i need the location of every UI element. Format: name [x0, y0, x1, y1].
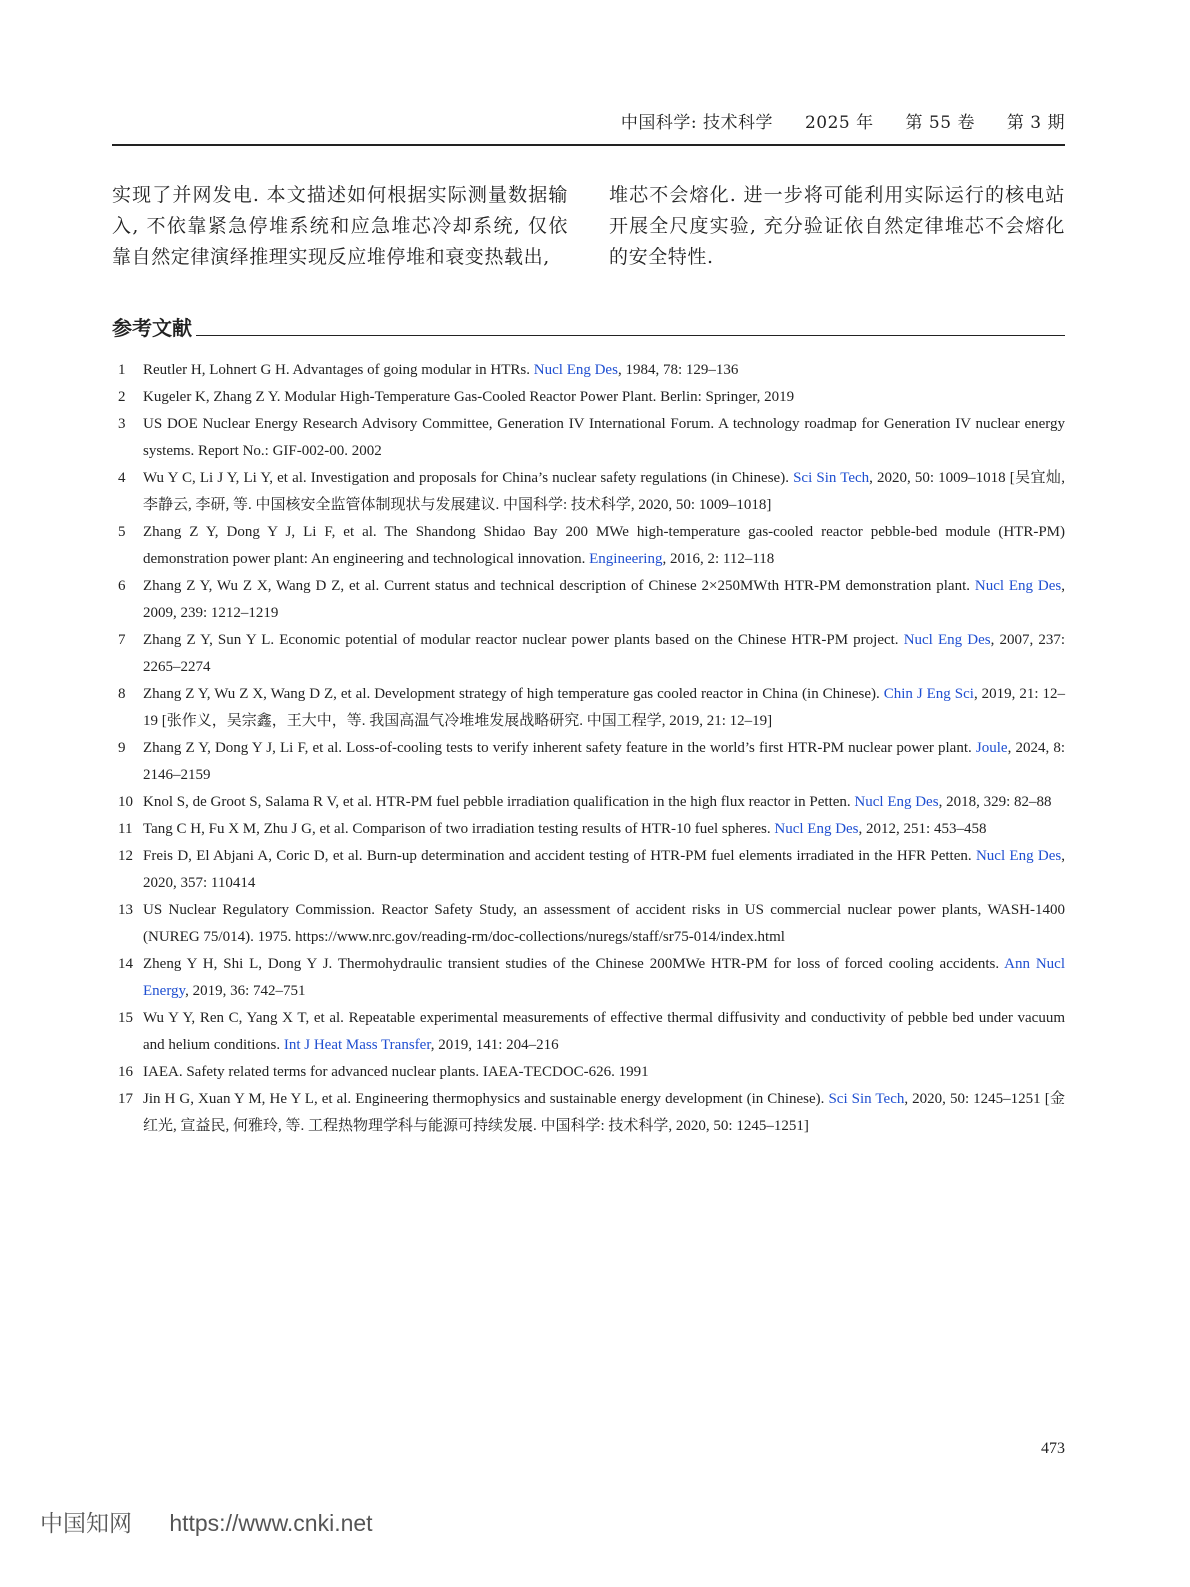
- reference-citation: Zhang Z Y, Dong Y J, Li F, et al. Loss-of-cooling tests to verify inherent safety feature in the world’s first HTR-PM nuclear power plant.: [143, 740, 976, 756]
- reference-citation: IAEA. Safety related terms for advanced nuclear plants. IAEA-TECDOC-626. 1991: [143, 1064, 649, 1080]
- reference-details: , 2019, 21: 12–19 [张作义，吴宗鑫，王大中，等. 我国高温气冷堆堆发展战略研究. 中国工程学, 2019, 21: 12–19]: [143, 686, 1065, 729]
- reference-journal-link[interactable]: Engineering: [589, 551, 663, 567]
- reference-journal-link[interactable]: Sci Sin Tech: [793, 470, 870, 486]
- reference-number: 11: [118, 821, 133, 837]
- reference-number: 13: [118, 902, 133, 918]
- reference-number: 14: [118, 956, 133, 972]
- reference-item: [112, 789, 1065, 816]
- references-title: 参考文献: [112, 316, 192, 340]
- body-right-column: 堆芯不会熔化. 进一步将可能利用实际运行的核电站开展全尺度实验, 充分验证依自然定律堆芯不会熔化的安全特性.: [609, 184, 1065, 268]
- reference-text: [143, 816, 1065, 843]
- reference-number: 16: [118, 1064, 133, 1080]
- reference-item: [112, 843, 1065, 897]
- reference-journal-link[interactable]: Ann Nucl Energy: [143, 956, 1066, 999]
- reference-number: 2: [118, 389, 126, 405]
- reference-citation: Zhang Z Y, Sun Y L. Economic potential of modular reactor nuclear power plants based on the Chinese HTR-PM project.: [143, 632, 904, 648]
- reference-citation: US DOE Nuclear Energy Research Advisory Committee, Generation IV International Forum. A technology roadmap for Generation IV nuclear energy systems. Report No.: GIF-002-00. 2002: [143, 416, 1065, 459]
- reference-journal-link[interactable]: Nucl Eng Des: [903, 632, 991, 648]
- reference-item: [112, 897, 1065, 951]
- reference-text: [143, 1059, 1065, 1086]
- reference-citation: Zhang Z Y, Wu Z X, Wang D Z, et al. Current status and technical description of Chinese 2×250MWth HTR-PM demonstration plant.: [143, 578, 975, 594]
- reference-citation: Zhang Z Y, Dong Y J, Li F, et al. The Shandong Shidao Bay 200 MWe high-temperature gas-cooled reactor pebble-bed module (HTR-PM) demonstration power plant: An engineering and technological innovation.: [143, 524, 1065, 567]
- reference-details: , 2024, 8: 2146–2159: [143, 740, 1065, 783]
- journal-issue: 第 3 期: [1006, 113, 1065, 133]
- reference-details: , 2016, 2: 112–118: [662, 551, 775, 567]
- reference-list: [112, 357, 1065, 1140]
- body-text: [112, 180, 1065, 273]
- reference-citation: Jin H G, Xuan Y M, He Y L, et al. Engineering thermophysics and sustainable energy development (in Chinese).: [143, 1091, 829, 1107]
- references-rule: [196, 335, 1065, 336]
- reference-details: , 2020, 50: 1009–1018 [吴宜灿, 李静云, 李研, 等. 中国核安全监管体制现状与发展建议. 中国科学: 技术科学, 2020, 50: 1009–1018]: [143, 470, 1065, 513]
- cnki-logo-text: 中国知网: [40, 1511, 132, 1537]
- reference-citation: Zheng Y H, Shi L, Dong Y J. Thermohydraulic transient studies of the Chinese 200MWe HTR-PM for loss of forced cooling accidents.: [143, 956, 1005, 972]
- reference-number: 12: [118, 848, 133, 864]
- reference-text: [143, 357, 1065, 384]
- reference-details: , 2019, 36: 742–751: [185, 983, 306, 999]
- reference-text: [143, 573, 1065, 627]
- reference-item: [112, 1005, 1065, 1059]
- cnki-url[interactable]: https://www.cnki.net: [169, 1510, 373, 1536]
- reference-item: [112, 627, 1065, 681]
- body-left-column: 实现了并网发电. 本文描述如何根据实际测量数据输入, 不依靠紧急停堆系统和应急堆芯冷却系统, 仅依靠自然定律演绎推理实现反应堆停堆和衰变热载出,: [112, 184, 568, 268]
- reference-item: [112, 384, 1065, 411]
- reference-text: [143, 735, 1065, 789]
- reference-journal-link[interactable]: Nucl Eng Des: [975, 848, 1062, 864]
- reference-number: 1: [118, 362, 126, 378]
- journal-name: 中国科学: 技术科学: [620, 113, 774, 133]
- journal-year: 2025 年: [804, 113, 874, 133]
- reference-details: , 2019, 141: 204–216: [430, 1037, 559, 1053]
- reference-citation: Reutler H, Lohnert G H. Advantages of going modular in HTRs.: [143, 362, 534, 378]
- journal-volume: 第 55 卷: [905, 113, 975, 133]
- reference-citation: Freis D, El Abjani A, Coric D, et al. Burn-up determination and accident testing of HTR-PM fuel elements irradiated in the HFR Petten.: [143, 848, 976, 864]
- reference-details: , 2012, 251: 453–458: [858, 821, 987, 837]
- reference-text: [143, 681, 1065, 735]
- reference-text: [143, 951, 1065, 1005]
- reference-item: [112, 1059, 1065, 1086]
- reference-journal-link[interactable]: Nucl Eng Des: [854, 794, 939, 810]
- reference-citation: US Nuclear Regulatory Commission. Reactor Safety Study, an assessment of accident risks in US commercial nuclear power plants, WASH-1400 (NUREG 75/014). 1975. https://www.nrc.gov/reading-rm/doc-collections/nuregs/staff/sr75-014/index.html: [143, 902, 1065, 945]
- reference-number: 6: [118, 578, 126, 594]
- reference-details: , 2020, 50: 1245–1251 [金红光, 宣益民, 何雅玲, 等. 工程热物理学科与能源可持续发展. 中国科学: 技术科学, 2020, 50: 1245–1251]: [143, 1091, 1066, 1134]
- reference-number: 8: [118, 686, 126, 702]
- reference-journal-link[interactable]: Nucl Eng Des: [774, 821, 859, 837]
- reference-text: [143, 519, 1065, 573]
- reference-text: [143, 789, 1065, 816]
- reference-journal-link[interactable]: Sci Sin Tech: [828, 1091, 905, 1107]
- reference-text: [143, 384, 1065, 411]
- reference-details: , 2018, 329: 82–88: [938, 794, 1052, 810]
- reference-item: [112, 681, 1065, 735]
- reference-text: [143, 411, 1065, 465]
- reference-item: [112, 951, 1065, 1005]
- reference-item: [112, 411, 1065, 465]
- reference-item: [112, 519, 1065, 573]
- reference-journal-link[interactable]: Chin J Eng Sci: [883, 686, 974, 702]
- page-number: 473: [1041, 1440, 1065, 1457]
- reference-number: 10: [118, 794, 133, 810]
- reference-details: , 2007, 237: 2265–2274: [143, 632, 1065, 675]
- reference-number: 9: [118, 740, 126, 756]
- references-heading: [112, 313, 1065, 341]
- reference-item: [112, 1086, 1065, 1140]
- reference-number: 7: [118, 632, 126, 648]
- reference-journal-link[interactable]: Joule: [975, 740, 1008, 756]
- reference-citation: Knol S, de Groot S, Salama R V, et al. HTR-PM fuel pebble irradiation qualification in the high flux reactor in Petten.: [143, 794, 855, 810]
- reference-text: [143, 843, 1065, 897]
- reference-journal-link[interactable]: Nucl Eng Des: [533, 362, 618, 378]
- reference-journal-link[interactable]: Int J Heat Mass Transfer: [283, 1037, 431, 1053]
- reference-journal-link[interactable]: Nucl Eng Des: [974, 578, 1062, 594]
- reference-item: [112, 816, 1065, 843]
- reference-text: [143, 465, 1065, 519]
- reference-text: [143, 897, 1065, 951]
- reference-citation: Kugeler K, Zhang Z Y. Modular High-Temperature Gas-Cooled Reactor Power Plant. Berlin: Springer, 2019: [143, 389, 795, 405]
- reference-item: [112, 735, 1065, 789]
- reference-number: 3: [118, 416, 126, 432]
- reference-details: , 1984, 78: 129–136: [617, 362, 739, 378]
- reference-item: [112, 465, 1065, 519]
- reference-citation: Wu Y C, Li J Y, Li Y, et al. Investigation and proposals for China’s nuclear safety regulations (in Chinese).: [143, 470, 794, 486]
- reference-citation: Wu Y Y, Ren C, Yang X T, et al. Repeatable experimental measurements of effective thermal diffusivity and conductivity of pebble bed under vacuum and helium conditions.: [143, 1010, 1065, 1053]
- reference-number: 15: [118, 1010, 133, 1026]
- reference-number: 17: [118, 1091, 133, 1107]
- reference-text: [143, 627, 1065, 681]
- reference-details: , 2020, 357: 110414: [143, 848, 1065, 891]
- reference-item: [112, 357, 1065, 384]
- reference-number: 4: [118, 470, 126, 486]
- reference-text: [143, 1005, 1065, 1059]
- reference-details: , 2009, 239: 1212–1219: [143, 578, 1065, 621]
- reference-citation: Tang C H, Fu X M, Zhu J G, et al. Comparison of two irradiation testing results of HTR-10 fuel spheres.: [143, 821, 775, 837]
- watermark-footer: [40, 1505, 373, 1538]
- reference-item: [112, 573, 1065, 627]
- reference-citation: Zhang Z Y, Wu Z X, Wang D Z, et al. Development strategy of high temperature gas cooled reactor in China (in Chinese).: [143, 686, 884, 702]
- running-header: [112, 108, 1065, 146]
- reference-number: 5: [118, 524, 126, 540]
- reference-text: [143, 1086, 1065, 1140]
